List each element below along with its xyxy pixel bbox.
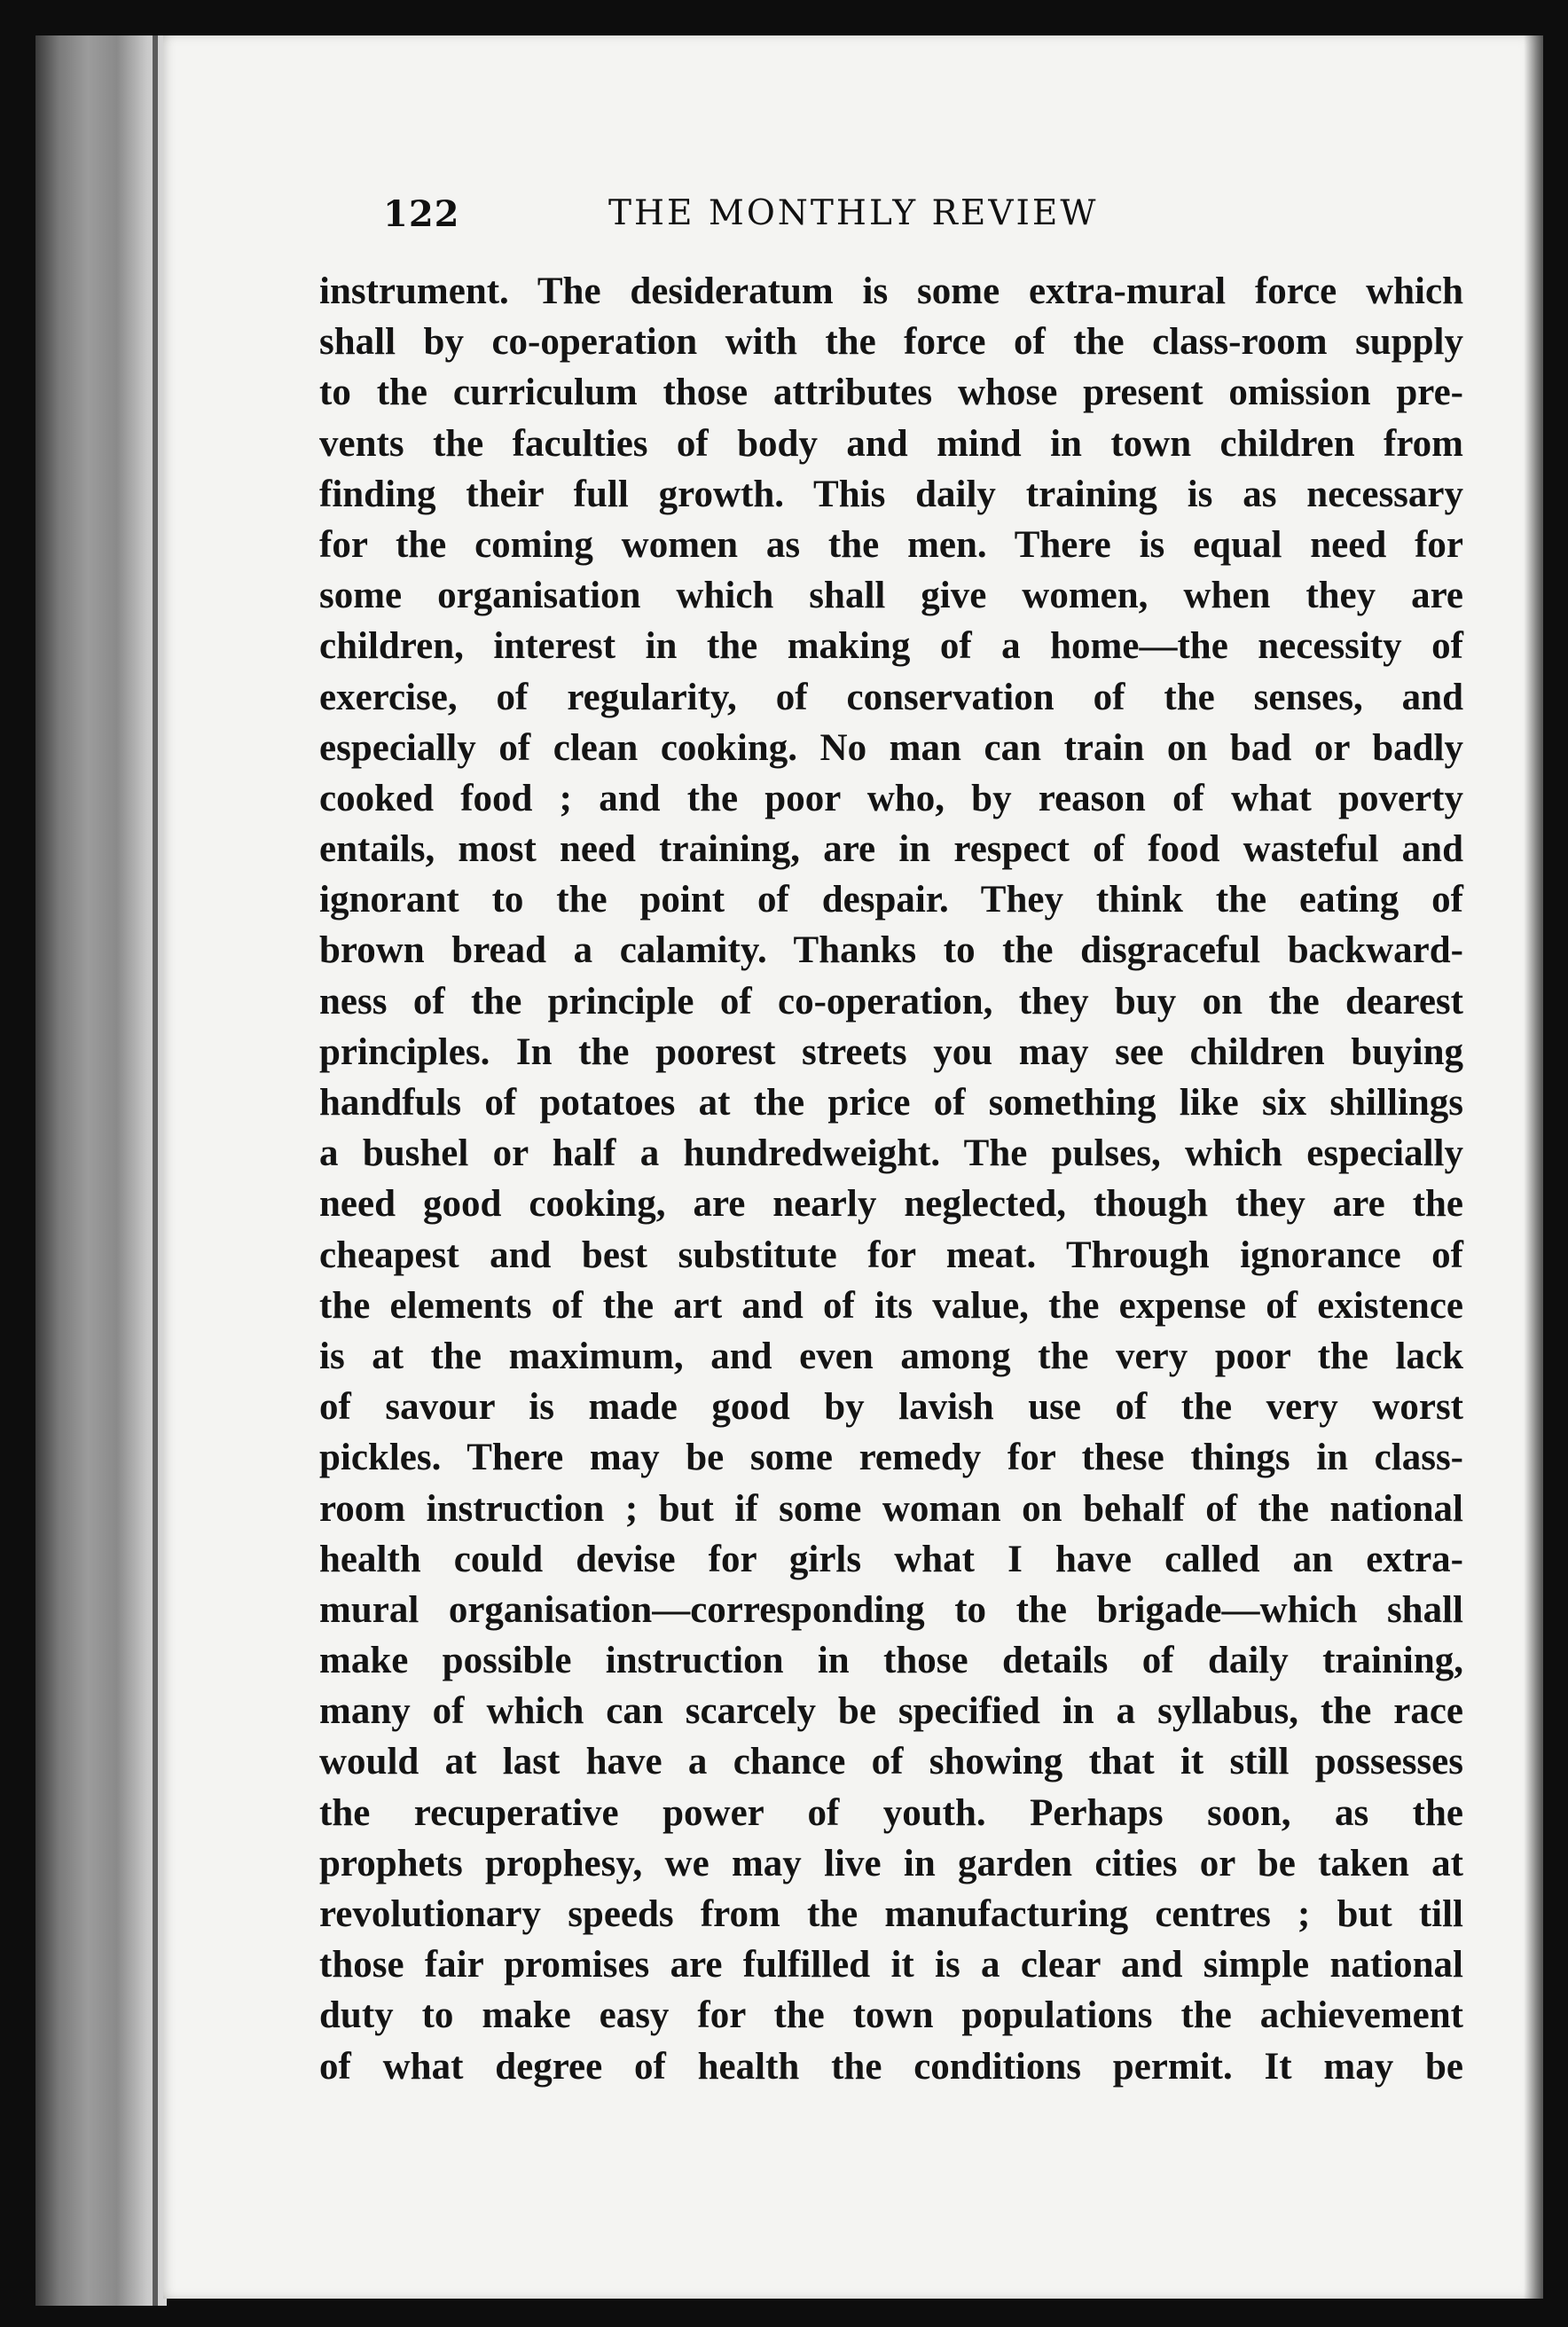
text-line: room instruction ; but if some woman on behalf of the national [319,1487,1463,1530]
book-spine-edge [35,35,167,2306]
text-line: vents the faculties of body and mind in town children from [319,422,1463,465]
text-line: exercise, of regularity, of conservation of the senses, and [319,676,1463,718]
text-line: of savour is made good by lavish use of the very worst [319,1386,1463,1429]
text-line: revolutionary speeds from the manufacturing centres ; but till [319,1893,1463,1935]
text-line: cheapest and best substitute for meat. Through ignorance of [319,1234,1463,1276]
text-line: is at the maximum, and even among the very poor the lack [319,1335,1463,1377]
text-line: make possible instruction in those details of daily training, [319,1640,1463,1682]
text-line: entails, most need training, are in respect of food wasteful and [319,828,1463,871]
text-line: finding their full growth. This daily training is as necessary [319,473,1463,515]
text-line: especially of clean cooking. No man can train on bad or badly [319,726,1463,769]
text-line: of what degree of health the conditions permit. It may be [319,2045,1463,2088]
text-line: instrument. The desideratum is some extra-mural force which [319,270,1463,312]
text-line: pickles. There may be some remedy for these things in class- [319,1437,1463,1479]
text-line: handfuls of potatoes at the price of something like six shillings [319,1082,1463,1124]
page-gutter-line [153,35,158,2306]
page-number: 122 [383,193,460,235]
text-line: ignorant to the point of despair. They think the eating of [319,879,1463,921]
text-line: many of which can scarcely be specified in a syllabus, the race [319,1690,1463,1733]
text-line: some organisation which shall give women, when they are [319,575,1463,617]
text-line: would at last have a chance of showing that it still possesses [319,1741,1463,1783]
text-line: ness of the principle of co-operation, they buy on the dearest [319,980,1463,1022]
text-line: to the curriculum those attributes whose present omission pre- [319,372,1463,414]
text-line: principles. In the poorest streets you may see children buying [319,1030,1463,1073]
journal-title: THE MONTHLY REVIEW [608,193,1099,233]
text-line: duty to make easy for the town populations the achievement [319,1994,1463,2037]
body-text [319,266,1463,2092]
text-line: prophets prophesy, we may live in garden cities or be taken at [319,1842,1463,1884]
text-line: cooked food ; and the poor who, by reason of what poverty [319,777,1463,819]
text-line: the elements of the art and of its value, the expense of existence [319,1284,1463,1327]
text-line: health could devise for girls what I have called an extra- [319,1538,1463,1580]
text-line: those fair promises are fulfilled it is a clear and simple national [319,1944,1463,1986]
text-line: the recuperative power of youth. Perhaps soon, as the [319,1791,1463,1834]
running-header [383,193,1394,250]
text-line: children, interest in the making of a home—the necessity of [319,625,1463,668]
text-line: a bushel or half a hundredweight. The pulses, which especially [319,1132,1463,1175]
text-line: need good cooking, are nearly neglected, though they are the [319,1183,1463,1226]
text-line: shall by co-operation with the force of the class-room supply [319,321,1463,364]
text-line: mural organisation—corresponding to the brigade—which shall [319,1588,1463,1631]
text-line: brown bread a calamity. Thanks to the disgraceful backward- [319,929,1463,972]
page-edge-shadow [1524,35,1543,2299]
text-line: for the coming women as the men. There is equal need for [319,523,1463,566]
